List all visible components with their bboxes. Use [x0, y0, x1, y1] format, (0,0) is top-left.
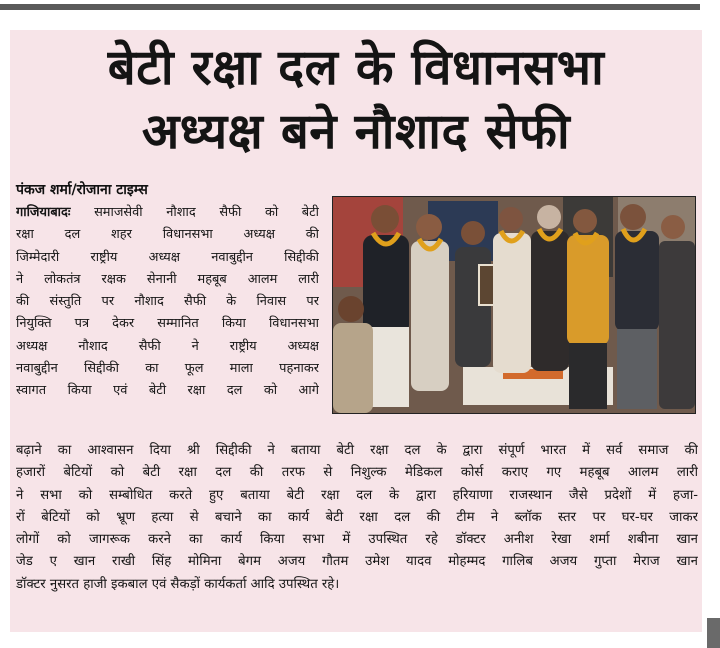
column-line: अध्यक्ष नौशाद सैफी ने राष्ट्रीय अध्यक्ष — [16, 338, 319, 354]
byline: पंकज शर्मा/रोजाना टाइम्स — [16, 182, 148, 198]
article-full-width-text — [16, 440, 698, 596]
headline-line-2: अध्यक्ष बने नौशाद सेफी — [141, 103, 571, 160]
page-edge-mark — [707, 618, 720, 648]
headline — [10, 36, 702, 164]
article-column-text — [16, 202, 319, 403]
body-line: जेड ए खान राखी सिंह मोमिना बेगम अजय गौतम उमेश यादव मोहम्मद गालिब अजय गुप्ता मेराज खान — [16, 554, 698, 570]
headline-line-1: बेटी रक्षा दल के विधानसभा — [107, 39, 605, 96]
column-line: जिम्मेदारी राष्ट्रीय अध्यक्ष नवाबुद्दीन सिद्दीकी — [16, 249, 319, 265]
column-line: रक्षा दल शहर विधानसभा अध्यक्ष की — [16, 227, 319, 243]
body-line: बढ़ाने का आश्वासन दिया श्री सिद्दीकी ने बताया बेटी रक्षा दल के द्वारा संपूर्ण भारत में सर्व समाज की — [16, 443, 698, 458]
column-line: की संस्तुति पर नौशाद सैफी के निवास पर — [16, 294, 319, 310]
body-line: हजारों बेटियों को बेटी रक्षा दल की तरफ से निशुल्क मेडिकल कोर्स कराए गए महबूब आलम लारी — [16, 465, 698, 481]
column-line-text: समाजसेवी नौशाद सैफी को बेटी — [70, 205, 319, 220]
column-line: स्वागत किया एवं बेटी रक्षा दल को आगे — [16, 383, 319, 399]
dateline-place: गाजियाबादः — [16, 205, 71, 220]
body-line: डॉक्टर नुसरत हाजी इकबाल एवं सैकड़ों कार्यकर्ता आदि उपस्थित रहे। — [16, 576, 340, 592]
group-photo-illustration — [333, 197, 695, 413]
column-line: नियुक्ति पत्र देकर सम्मानित किया विधानसभा — [16, 316, 319, 332]
newspaper-clipping — [10, 30, 702, 632]
column-line: नवाबुद्दीन सिद्दीकी का फूल माला पहनाकर — [16, 361, 319, 377]
top-rule — [0, 4, 700, 10]
body-line: रों बेटियों को भ्रूण हत्या से बचाने का कार्य बेटी रक्षा दल की टीम ने ब्लॉक स्तर पर घर-घर जाकर — [16, 509, 698, 525]
body-line: ने सभा को सम्बोधित करते हुए बताया बेटी रक्षा दल के द्वारा हरियाणा राजस्थान जैसे प्रदेशों में हजा- — [16, 487, 698, 503]
body-line: लोगों को जागरूक करने का कार्य किया सभा में उपस्थित रहे डॉक्टर अनीश रेखा शर्मा शबीना खान — [16, 532, 698, 548]
column-line: ने लोकतंत्र रक्षक सेनानी महबूब आलम लारी — [16, 271, 319, 287]
news-photo — [332, 196, 696, 414]
column-line — [16, 202, 319, 224]
